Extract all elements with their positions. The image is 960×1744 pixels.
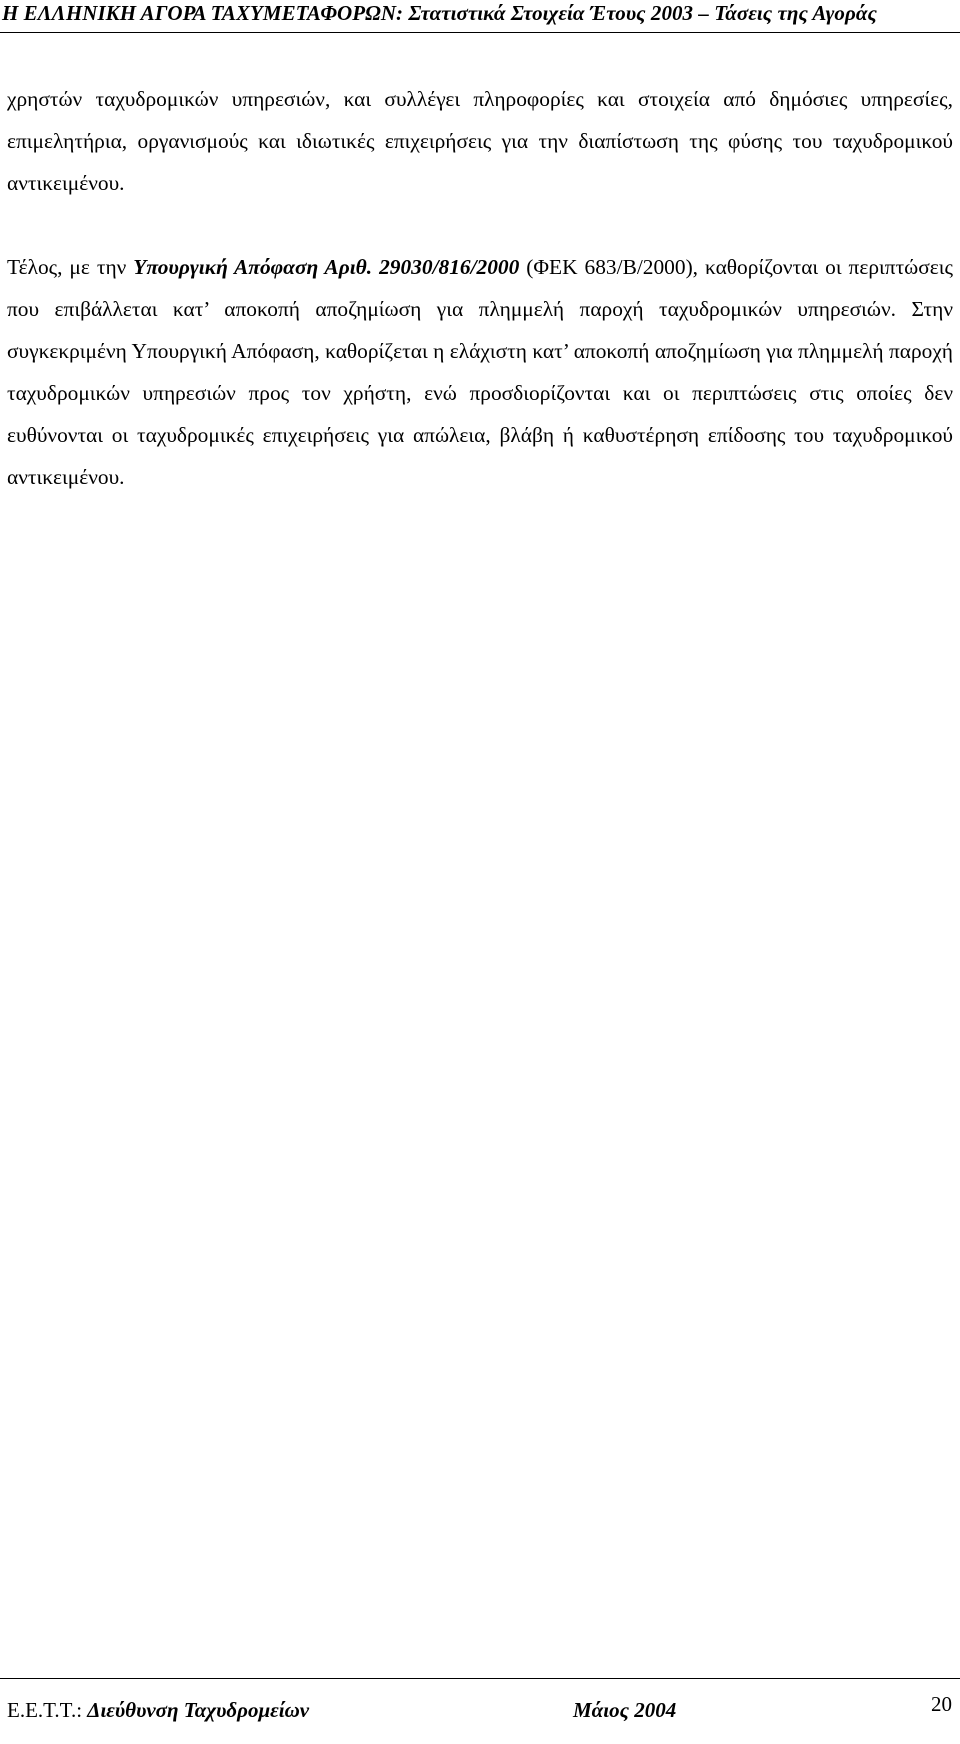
paragraph-lead: Τέλος, με την <box>7 255 134 279</box>
paragraph-rest: (ΦΕΚ 683/Β/2000), καθορίζονται οι περιπτώσεις που επιβάλλεται κατ’ αποκοπή αποζημίωση για πλημμελή παροχή ταχυδρομικών υπηρεσιών. Στην συγκεκριμένη Υπουργική Απόφαση, καθορίζεται η ελάχιστη κατ’ αποκοπή αποζημίωση για πλημμελή παροχή ταχυδρομικών υπηρεσιών προς τον χρήστη, ενώ προσδιορίζονται και οι περιπτώσεις στις οποίες δεν ευθύνονται οι ταχυδρομικές επιχειρήσεις για απώλεια, βλάβη ή καθυστέρηση επίδοσης του ταχυδρομικού αντικειμένου. <box>7 255 953 489</box>
paragraph-ministerial-decision <box>7 246 953 498</box>
footer-divider <box>0 1678 960 1679</box>
header-divider <box>0 32 960 33</box>
page-header <box>0 0 960 46</box>
decision-reference: Υπουργική Απόφαση Αριθ. 29030/816/2000 <box>133 255 520 279</box>
document-body <box>7 78 953 498</box>
paragraph-continued: χρηστών ταχυδρομικών υπηρεσιών, και συλλέγει πληροφορίες και στοιχεία από δημόσιες υπηρεσίες, επιμελητήρια, οργανισμούς και ιδιωτικές επιχειρήσεις για την διαπίστωση της φύσης του ταχυδρομικού αντικειμένου. <box>7 87 953 195</box>
header-title: Η ΕΛΛΗΝΙΚΗ ΑΓΟΡΑ ΤΑΧΥΜΕΤΑΦΟΡΩΝ: Στατιστικά Στοιχεία Έτους 2003 – Τάσεις της Αγοράς <box>2 1 877 25</box>
footer-date: Μάιος 2004 <box>573 1698 677 1722</box>
page-footer <box>0 1670 960 1744</box>
page-number: 20 <box>931 1692 952 1716</box>
footer-organization <box>7 1698 309 1723</box>
footer-org-name: Διεύθυνση Ταχυδρομείων <box>87 1698 310 1722</box>
footer-org-abbr: Ε.Ε.Τ.Τ.: <box>7 1698 88 1722</box>
